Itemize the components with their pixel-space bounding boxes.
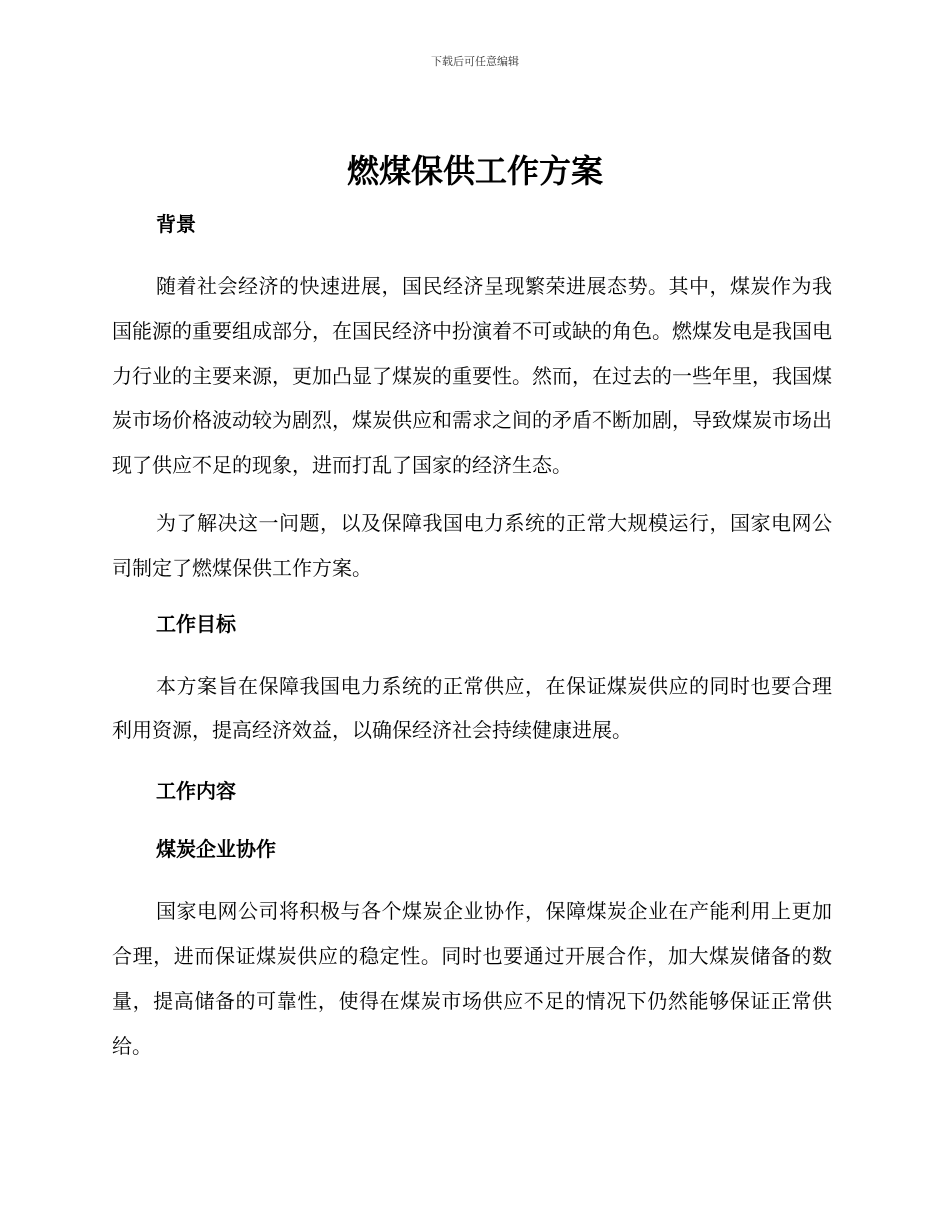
section-heading-content: 工作内容 bbox=[156, 779, 236, 804]
paragraph-goals: 本方案旨在保障我国电力系统的正常供应，在保证煤炭供应的同时也要合理利用资源，提高经济效益，以确保经济社会持续健康进展。 bbox=[112, 673, 832, 743]
paragraph-background-1: 随着社会经济的快速进展，国民经济呈现繁荣进展态势。其中，煤炭作为我国能源的重要组成部分，在国民经济中扮演着不可或缺的角色。燃煤发电是我国电力行业的主要来源，更加凸显了煤炭的重要性。然而，在过去的一些年里，我国煤炭市场价格波动较为剧烈，煤炭供应和需求之间的矛盾不断加剧，导致煤炭市场出现了供应不足的现象，进而打乱了国家的经济生态。 bbox=[112, 274, 832, 478]
paragraph-coal-cooperation: 国家电网公司将积极与各个煤炭企业协作，保障煤炭企业在产能利用上更加合理，进而保证煤炭供应的稳定性。同时也要通过开展合作，加大煤炭储备的数量，提高储备的可靠性，使得在煤炭市场供应不足的情况下仍然能够保证正常供给。 bbox=[112, 899, 832, 1058]
section-heading-goals: 工作目标 bbox=[156, 611, 236, 636]
section-heading-background: 背景 bbox=[156, 212, 196, 236]
document-title: 燃煤保供工作方案 bbox=[346, 152, 603, 190]
header-note: 下载后可任意编辑 bbox=[431, 55, 519, 68]
document-body bbox=[112, 200, 832, 1068]
paragraph-background-2: 为了解决这一问题，以及保障我国电力系统的正常大规模运行，国家电网公司制定了燃煤保供工作方案。 bbox=[112, 510, 832, 580]
subsection-heading-coal-cooperation: 煤炭企业协作 bbox=[156, 837, 276, 862]
